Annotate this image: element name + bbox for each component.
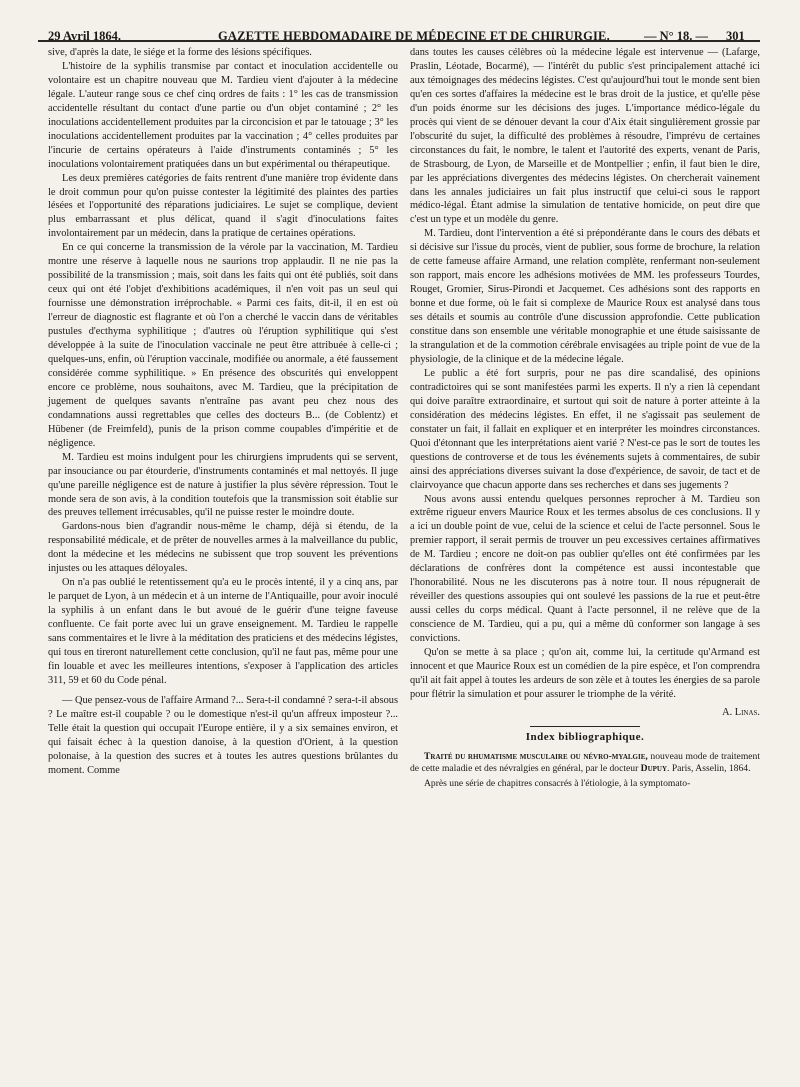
paragraph: En ce qui concerne la transmission de la vérole par la vaccination, M. Tardieu montre une réserve à laquelle nous ne saurions trop applaudir. Il ne nie pas la possibilité de la transmission ; mais, soit dans les faits qui ont été publiés, soit dans ceux qui ont été l'objet d'exhibitions académiques, il n'en voit pas un seul qui fournisse une démonstration irréprochable. « Parmi ces faits, dit-il, il en est où l'erreur de diagnostic est flagrante et où l'on a cherché le vaccin dans de véritables pustules d'ecthyma syphilitique ; d'autres où l'éruption syphilitique qui s'est développée à la suite de l'inoculation vaccinale ne peut être attribuée à celle-ci ; quelques-uns, enfin, où l'éruption vaccinale, modifiée ou anormale, a été faussement considérée comme syphilitique. » En présence des obscurités qui enveloppent encore ce problème, nous souhaitons, avec M. Tardieu, que la précipitation de jugement de quelques savants n'entraîne pas avant peu chez nous des condamnations aussi regrettables que celles des docteurs B... (de Coblentz) et Hübener (de Freimfeld), punis de la prison comme coupables d'impéritie et de négligence.	[48, 242, 398, 449]
paragraph: sive, d'après la date, le siége et la forme des lésions spécifiques.	[48, 47, 312, 58]
header-page-number: 301	[726, 29, 745, 43]
index-section-title: Index bibliographique.	[525, 730, 645, 743]
paragraph: M. Tardieu, dont l'intervention a été si prépondérante dans le cours des débats et si décisive sur l'issue du procès, vient de publier, sous forme de brochure, la relation de cette fameuse affaire Armand, une relation complète, renfermant non-seulement son rapport, mais encore les adhésions motivées de MM. les professeurs Tourdes, Rouget, Gromier, Sirus-Pirondi et Jacquemet. Ces adhésions sont des rapports en bonne et due forme, où le fait si complexe de Maurice Roux est analysé dans tous ses détails et soumis au contrôle d'une discussion approfondie. Cette publication constitue dans son ensemble une véritable monographie et une étude saisissante de la strangulation et de la commotion cérébrale envisagées au triple point de vue de la physiologie, de la clinique et de la médecine légale.	[410, 228, 760, 365]
paragraph: Gardons-nous bien d'agrandir nous-même le champ, déjà si étendu, de la responsabilité médicale, et de prêter de nouvelles armes à la malveillance du public, dont la médecine et les médecins ne subissent que trop souvent les préventions injustes ou les attaques déloyales.	[48, 521, 398, 575]
paragraph: — Que pensez-vous de l'affaire Armand ?... Sera-t-il condamné ? sera-t-il absous ? Le maître est-il coupable ? ou le domestique n'est-il qu'un affreux imposteur ?... Telle était la question qui occupait l'Europe entière, il y a six semaines environ, et qui faisait échec à la question danoise, à la question d'Orient, à la question polonaise, à la question des sucres et à toutes les autres questions brûlantes du moment. Comme	[48, 694, 398, 776]
entry-title: Traité du rhumatisme musculaire ou névro-myalgie,	[424, 750, 648, 762]
author-signature: A. Linas.	[722, 706, 760, 718]
paragraph: dans toutes les causes célèbres où la médecine légale est intervenue — (Lafarge, Praslin, Léotade, Bocarmé), — l'intérêt du public s'est principalement attaché ici aux témoignages des médecins légistes. C'est qu'aujourd'hui tout le monde sent bien qu'en ces sortes d'affaires la médecine est le bras droit de la justice, et qu'elle pèse d'un poids énorme sur les décisions des juges. L'importance médico-légale du procès qui vient de se dénouer devant la cour d'Aix était singulièrement grossie par l'obscurité du sujet, la difficulté des problèmes à résoudre, l'imprévu de certaines circonstances du fait, le nombre, le talent et l'autorité des experts, venant de Paris, de Strasbourg, de Lyon, de Marseille et de Montpellier ; enfin, il faut bien le dire, par les appréciations divergentes des médecins légistes. On chercherait vainement dans les annales judiciaires un fait plus instructif que celui-ci sous le rapport médico-légal. Étant admise la simulation de tentative homicide, on peut dire que c'est un type et un modèle du genre.	[410, 47, 760, 226]
paragraph: M. Tardieu est moins indulgent pour les chirurgiens imprudents qui se servent, par insouciance ou par étourderie, d'instruments contaminés et mal nettoyés. Il juge qu'une pareille négligence est de nature à justifier la plus sévère répression. Tout le monde sera de son avis, à la condition toutefois que la transmission soit établie sur des preuves tellement irrécusables, qu'il ne puisse rester le moindre doute.	[48, 451, 398, 519]
entry-publication: . Paris, Asselin, 1864.	[667, 763, 751, 775]
running-header	[38, 0, 760, 42]
header-issue-number: — N° 18. —	[644, 29, 709, 43]
left-column	[48, 46, 398, 790]
paragraph: Les deux premières catégories de faits rentrent d'une manière trop évidente dans le droit commun pour qu'on puisse contester la légitimité des plaintes des parties lésées et l'opportunité des réparations judiciaires. Le sujet se complique, devient plus embarrassant et plus délicat, quand il s'agit d'inoculations faites involontairement par un médecin, dans la pratique de certaines opérations.	[48, 172, 398, 240]
paragraph: L'histoire de la syphilis transmise par contact et inoculation accidentelle ou volontaire est un chapitre nouveau que M. Tardieu vient d'ajouter à la médecine légale. L'auteur range sous ce chef cinq ordres de faits : 1° les cas de transmission accidentelle résultant du contact d'une partie ou d'un objet contaminé ; 2° les inoculations accidentellement produites par la circoncision et par le tatouage ; 3° les inoculations accidentellement produites par la vaccination ; 4° celles produites par l'incurie de certains opérateurs à l'aide d'instruments contaminés ; 5° les inoculations volontairement pratiquées dans un but expérimental ou thérapeutique.	[48, 60, 398, 170]
paragraph: Qu'on se mette à sa place ; qu'on ait, comme lui, la certitude qu'Armand est innocent et que Maurice Roux est un comédien de la pire espèce, et l'on comprendra qu'il ait fait appel à toutes les ardeurs de son zèle et à toutes les énergies de sa parole pour flétrir la simulation et pour assurer le triomphe de la vérité.	[410, 646, 760, 700]
right-column	[410, 46, 760, 790]
header-journal-title: GAZETTE HEBDOMADAIRE DE MÉDECINE ET DE CHIRURGIE.	[218, 29, 610, 43]
header-date: 29 Avril 1864.	[48, 29, 122, 43]
paragraph: Nous avons aussi entendu quelques personnes reprocher à M. Tardieu son extrême rigueur envers Maurice Roux et les termes absolus de ces conclusions. Il y a ici un double point de vue, celui de la science et celui de l'acte personnel. Sous le premier rapport, il serait permis de trouver un peu excessives certaines affirmatives de M. Tardieu ; encore ne doit-on pas oublier qu'elles ont été confirmées par les déclarations de confrères dont la compétence est aussi incontestable que l'honorabilité. Nous ne les discuterons pas à notre tour. Il nous répugnerait de réveiller des questions assoupies qui ont soulevé les passions de la rue et peut-être aussi celles du corps médical. Quant à l'acte personnel, il ne relève que de la conscience de M. Tardieu, qui a pu, qui a même dû conformer son langage à ses convictions.	[410, 493, 760, 645]
entry-body: nouveau mode de traitement de cette maladie et des névralgies en général, par le docteur	[410, 750, 760, 775]
section-divider	[530, 726, 640, 727]
bibliography-continuation: Après une série de chapitres consacrés à l'étiologie, à la symptomato-	[424, 777, 691, 789]
bibliography-entry	[410, 751, 760, 776]
text-columns	[48, 46, 760, 790]
entry-author: Dupuy	[640, 763, 668, 775]
paragraph: Le public a été fort surpris, pour ne pas dire scandalisé, des opinions contradictoires qui se sont manifestées parmi les experts. Il n'y a rien là cependant qui doive paraître extraordinaire, et surtout qui soit de nature à porter atteinte à la considération des médecins légistes. En effet, il ne s'agissait pas seulement de constater un fait, il fallait en expliquer et en interpréter les moindres circonstances. Quoi d'étonnant que les interprétations aient varié ? N'est-ce pas le sort de toutes les questions de controverse et de tous les événements sujets à commentaires, de subir ainsi des appréciations diverses suivant la dose d'expérience, de savoir, de tact et de clairvoyance que chacun apporte dans ses recherches et dans ses jugements ?	[410, 367, 760, 491]
paragraph: On n'a pas oublié le retentissement qu'a eu le procès intenté, il y a cinq ans, par le parquet de Lyon, à un médecin et à un interne de l'Antiquaille, pour avoir inoculé la syphilis à un enfant dans le but avoué de le guérir d'une teigne faveuse confluente. Ce fait porte avec lui un grave enseignement. M. Tardieu le rappelle sans commentaires et le livre à la méditation des praticiens et des médecins légistes, qui tous en tireront naturellement cette conclusion, qu'il ne faut pas, même pour une fin louable et avec les meilleures intentions, s'exposer à l'application des articles 311, 59 et 60 du Code pénal.	[48, 577, 398, 686]
